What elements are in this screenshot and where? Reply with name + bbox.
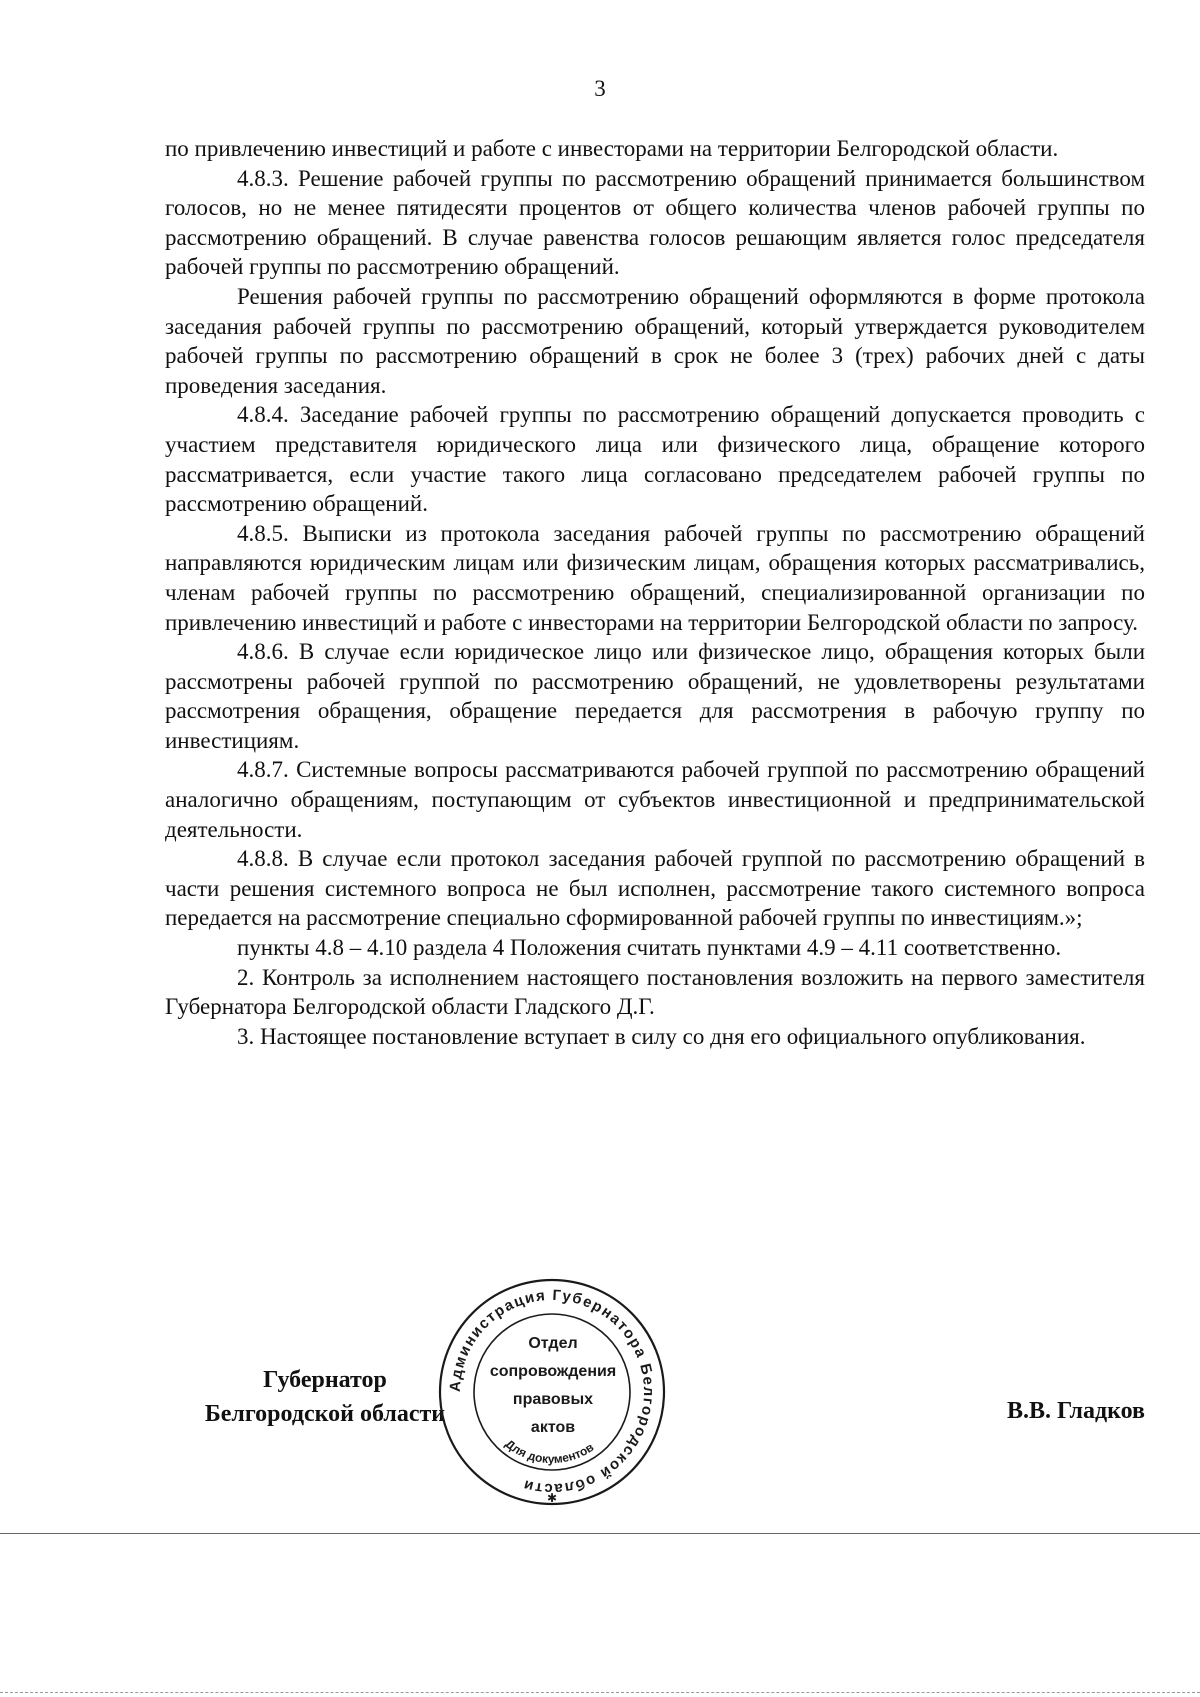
stamp-bottom-text: Для документов [502,1436,597,1467]
stamp-ring-text: Администрация Губернатора Белгородской области [446,1286,658,1498]
paragraph-4-8-8: 4.8.8. В случае если протокол заседания рабочей группой по рассмотрению обращений в части решения системного вопроса не был исполнен, рассмотрение такого системного вопроса передается на рассмотрение специально сформированной рабочей группы по инвестициям.»; [165,846,1145,931]
paragraph-4-8-4: 4.8.4. Заседание рабочей группы по рассмотрению обращений допускается проводить с участием представителя юридического лица или физического лица, обращение которого рассматривается, если участие такого лица согласовано председателем рабочей группы по рассмотрению обращений. [165,402,1145,517]
paragraph-4-8-6: 4.8.6. В случае если юридическое лицо или физическое лицо, обращения которых были рассмотрены рабочей группой по рассмотрению обращений, не удовлетворены результатами рассмотрения обращения, обращение передается для рассмотрения в рабочую группу по инвестициям. [165,639,1145,753]
paragraph-decisions: Решения рабочей группы по рассмотрению обращений оформляются в форме протокола заседания рабочей группы по рассмотрению обращений, который утверждается руководителем рабочей группы по рассмотрению обращений в срок не более 3 (трех) рабочих дней с даты проведения заседания. [165,283,1145,398]
signature-position-line1: Губернатор [263,1367,387,1393]
page-number: 3 [594,76,606,101]
stamp-inner-line4: актов [530,1419,576,1436]
stamp-inner-text [470,1330,636,1442]
paragraph-continuation: по привлечению инвестиций и работе с инвесторами на территории Белгородской области. [165,136,1059,161]
paragraph-4-8-5: 4.8.5. Выписки из протокола заседания рабочей группы по рассмотрению обращений направляются юридическим лицам или физическим лицам, обращения которых рассматривались, членам рабочей группы по рассмотрению обращений, специализированной организации по привлечению инвестиций и работе с инвесторами на территории Белгородской области по запросу. [165,520,1145,635]
document-body [165,134,1145,1051]
paragraph-4-8-3: 4.8.3. Решение рабочей группы по рассмотрению обращений принимается большинством голосов, но не менее пятидесяти процентов от общего количества членов рабочей группы по рассмотрению обращений. В случае равенства голосов решающим является голос председателя рабочей группы по рассмотрению обращений. [165,165,1145,280]
stamp-inner-line1: Отдел [528,1335,578,1352]
paragraph-control: 2. Контроль за исполнением настоящего постановления возложить на первого заместителя Губернатора Белгородской области Гладского Д.Г. [165,964,1145,1020]
stamp-star-icon: ✱ [546,1491,558,1505]
paragraph-renumbering: пункты 4.8 – 4.10 раздела 4 Положения считать пунктами 4.9 – 4.11 соответственно. [237,935,1062,961]
footer-divider [0,1533,1200,1534]
signature-position [175,1363,475,1431]
bottom-edge-line [0,1692,1200,1693]
stamp-inner-line3: правовых [512,1391,594,1408]
stamp-inner-line2: сопровождения [489,1363,617,1380]
signature-position-line2: Белгородской области [204,1401,446,1427]
signatory-name: В.В. Гладков [1006,1398,1145,1424]
paragraph-4-8-7: 4.8.7. Системные вопросы рассматриваются рабочей группой по рассмотрению обращений аналогично обращениям, поступающим от субъектов инвестиционной и предпринимательской деятельности. [165,757,1145,842]
paragraph-effective-date: 3. Настоящее постановление вступает в силу со дня его официального опубликования. [237,1023,1086,1049]
